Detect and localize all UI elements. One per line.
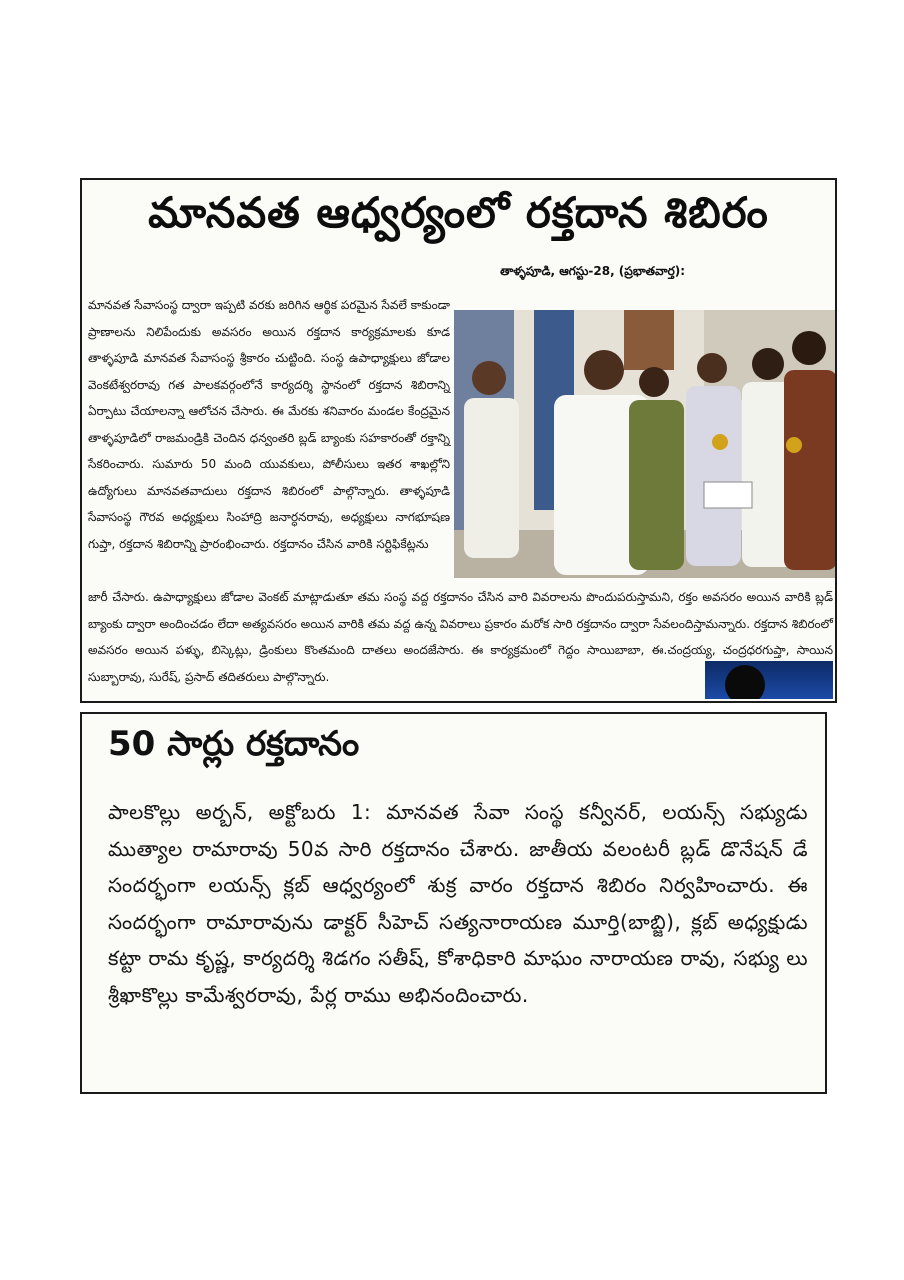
article1-body-wide: జారీ చేసారు. ఉపాధ్యాక్షులు జోడాల వెంకట్ మాట్లాడుతూ తమ సంస్థ వద్ద రక్తదానం చేసిన వారి వివరాలను పొందుపరుస్తామని, రక్తం అవసరం అయిన వారికి బ్లడ్ బ్యాంకు ద్వారా అందించడం లేదా అత్యవసరం అయిన వారికి తమ వద్ద ఉన్న వివరాలు ప్రకారం మరోక సారి రక్తదానం ద్వారా సేవలందిస్తామన్నారు. రక్తదాన శిబిరంలో అవసరం అయిన పళ్ళు, బిస్కెట్లు, డ్రింకులు కొంతమంది దాతలు అందజేసారు. ఈ కార్యక్రమంలో గెద్దం సాయిబాబా, ఈ.చంద్రయ్య, చంద్రధరగుప్తా, సాయిన సుబ్బారావు, సురేష్, ప్రసాద్ తదితరులు పాల్గొన్నారు. [88,590,833,684]
newspaper-clipping-2 [80,712,827,1094]
article1-body-column: మానవత సేవాసంస్థ ద్వారా ఇప్పటి వరకు జరిగిన ఆర్థిక పరమైన సేవలే కాకుండా ప్రాణాలను నిలిపేందుకు అవసరం అయిన రక్తదాన కార్యక్రమాలకు కూడ తాళ్ళపూడి మానవత సేవాసంస్థ శ్రీకారం చుట్టింది. సంస్థ ఉపాధ్యాక్షులు జోడాల వెంకటేశ్వరరావు గత పాలకవర్గంలోనే కార్యదర్శి స్థానంలో రక్తదాన శిబిరాన్ని ఏర్పాటు చేయాలన్నా ఆలోచన చేసారు. ఈ మేరకు శనివారం మండల కేంద్రమైన తాళ్ళపూడిలో రాజమండ్రికి చెందిన ధన్వంతరి బ్లడ్ బ్యాంకు సహకారంతో రక్తాన్ని సేకరించారు. సుమారు 50 మంది యువకులు, పోలీసులు ఇతర శాఖల్లోని ఉద్యోగులు మానవతవాదులు రక్తదాన శిబిరంలో పాల్గొన్నారు. తాళ్ళపూడి సేవాసంస్థ గౌరవ అధ్యక్షులు సింహాద్రి జనార్ధనరావు, అధ్యక్షులు నాగభూషణ గుప్తా, రక్తదాన శిబిరాన్ని ప్రారంభించారు. రక్తదానం చేసిన వారికి సర్టిఫికేట్లను [88,298,450,551]
newspaper-clipping-1 [80,178,837,703]
event-photo [454,310,837,578]
corner-photo-fragment [705,661,833,699]
article2-headline: 50 సార్లు రక్తదానం [108,724,360,764]
article1-headline: మానవత ఆధ్వర్యంలో రక్తదాన శిబిరం [148,188,769,237]
article2-body: పాలకొల్లు అర్బన్, అక్టోబరు 1: మానవత సేవా సంస్థ కన్వీనర్, లయన్స్ సభ్యుడు ముత్యాల రామారావు 50వ సారి రక్తదానం చేశారు. జాతీయ వలంటరీ బ్లడ్ డొనేషన్ డే సందర్భంగా లయన్స్ క్లబ్ ఆధ్వర్యంలో శుక్ర వారం రక్తదాన శిబిరం నిర్వహించారు. ఈ సందర్భంగా రామారావును డాక్టర్ సీహెచ్ సత్యనారాయణ మూర్తి(బాబ్జి), క్లబ్ అధ్యక్షుడు కట్టా రామ కృష్ణ, కార్యదర్శి శిడగం సతీష్, కోశాధికారి మాఘం నారాయణ రావు, సభ్యు లు శ్రీఖాకొల్లు కామేశ్వరరావు, పేర్ల రాము అభినందించారు. [108,800,808,1007]
article1-dateline: తాళ్ళపూడి, ఆగస్టు-28, (ప్రభాతవార్త): [500,264,685,278]
event-photo-illustration [454,310,837,578]
